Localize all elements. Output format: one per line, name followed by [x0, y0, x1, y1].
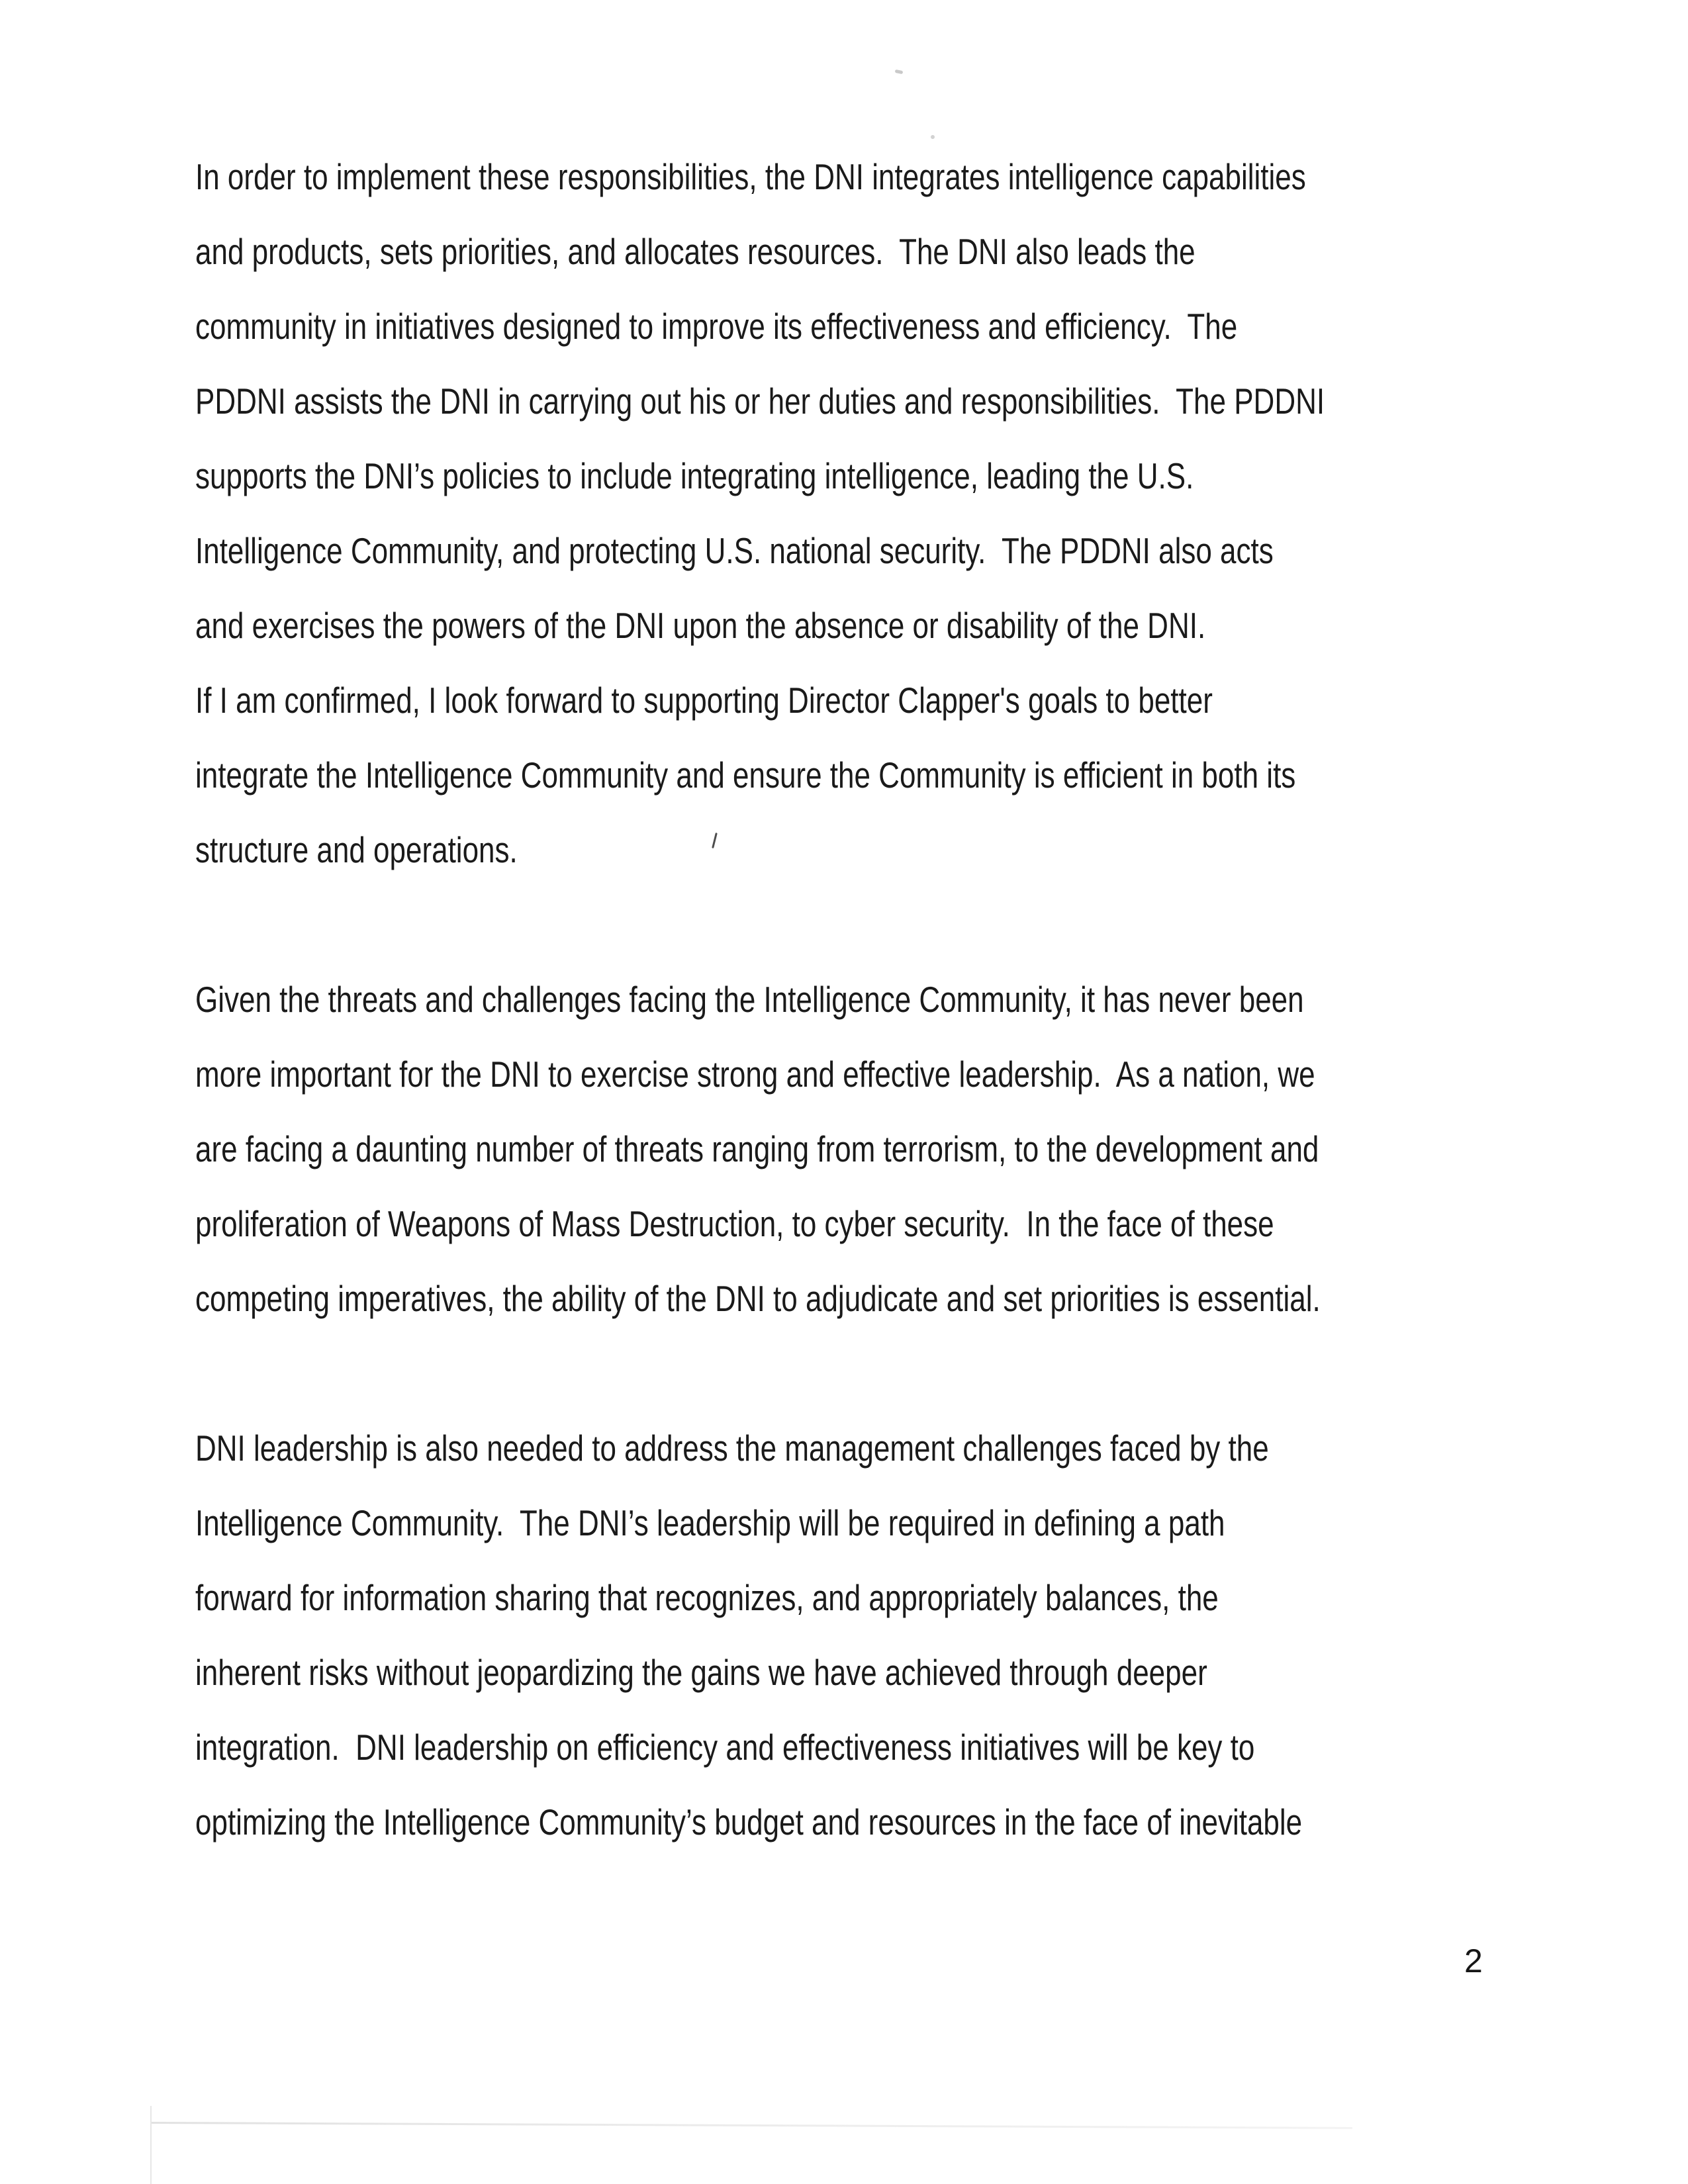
scanner-line-artifact — [151, 2122, 1352, 2129]
text-line: competing imperatives, the ability of the DNI to adjudicate and set priorities is essential. — [195, 1278, 1321, 1319]
text-line: Intelligence Community. The DNI’s leadership will be required in defining a path — [195, 1502, 1225, 1543]
text-line: inherent risks without jeopardizing the gains we have achieved through deeper — [195, 1652, 1207, 1693]
paragraph — [195, 1411, 1675, 1860]
text-line: and exercises the powers of the DNI upon the absence or disability of the DNI. — [195, 605, 1206, 646]
text-line: If I am confirmed, I look forward to supporting Director Clapper's goals to better — [195, 680, 1213, 721]
text-line: supports the DNI’s policies to include integrating intelligence, leading the U.S. — [195, 455, 1194, 496]
text-line: PDDNI assists the DNI in carrying out his or her duties and responsibilities. The PDDNI — [195, 381, 1325, 422]
text-line: integration. DNI leadership on efficiency and effectiveness initiatives will be key to — [195, 1727, 1255, 1768]
page-number: 2 — [1464, 1942, 1483, 1979]
document-text — [195, 140, 1675, 1934]
text-line: Given the threats and challenges facing the Intelligence Community, it has never been — [195, 979, 1304, 1020]
text-line: DNI leadership is also needed to address the management challenges faced by the — [195, 1428, 1269, 1469]
scanner-edge-artifact — [150, 2106, 152, 2184]
text-line: integrate the Intelligence Community and ensure the Community is efficient in both its — [195, 754, 1296, 796]
scan-speck — [931, 135, 935, 139]
text-line: Intelligence Community, and protecting U.S. national security. The PDDNI also acts — [195, 530, 1274, 571]
text-line: community in initiatives designed to improve its effectiveness and efficiency. The — [195, 306, 1238, 347]
text-line: In order to implement these responsibilities, the DNI integrates intelligence capabilities — [195, 156, 1306, 197]
text-line: optimizing the Intelligence Community’s budget and resources in the face of inevitable — [195, 1801, 1303, 1843]
text-line: forward for information sharing that recognizes, and appropriately balances, the — [195, 1577, 1219, 1618]
text-line: structure and operations. — [195, 829, 518, 870]
scan-speck — [895, 69, 904, 74]
paragraph — [195, 140, 1675, 887]
text-line: more important for the DNI to exercise strong and effective leadership. As a nation, we — [195, 1054, 1315, 1095]
text-line: and products, sets priorities, and allocates resources. The DNI also leads the — [195, 231, 1196, 272]
text-line: are facing a daunting number of threats ranging from terrorism, to the development and — [195, 1128, 1319, 1169]
paragraph — [195, 962, 1675, 1336]
text-line: proliferation of Weapons of Mass Destruction, to cyber security. In the face of these — [195, 1203, 1274, 1244]
